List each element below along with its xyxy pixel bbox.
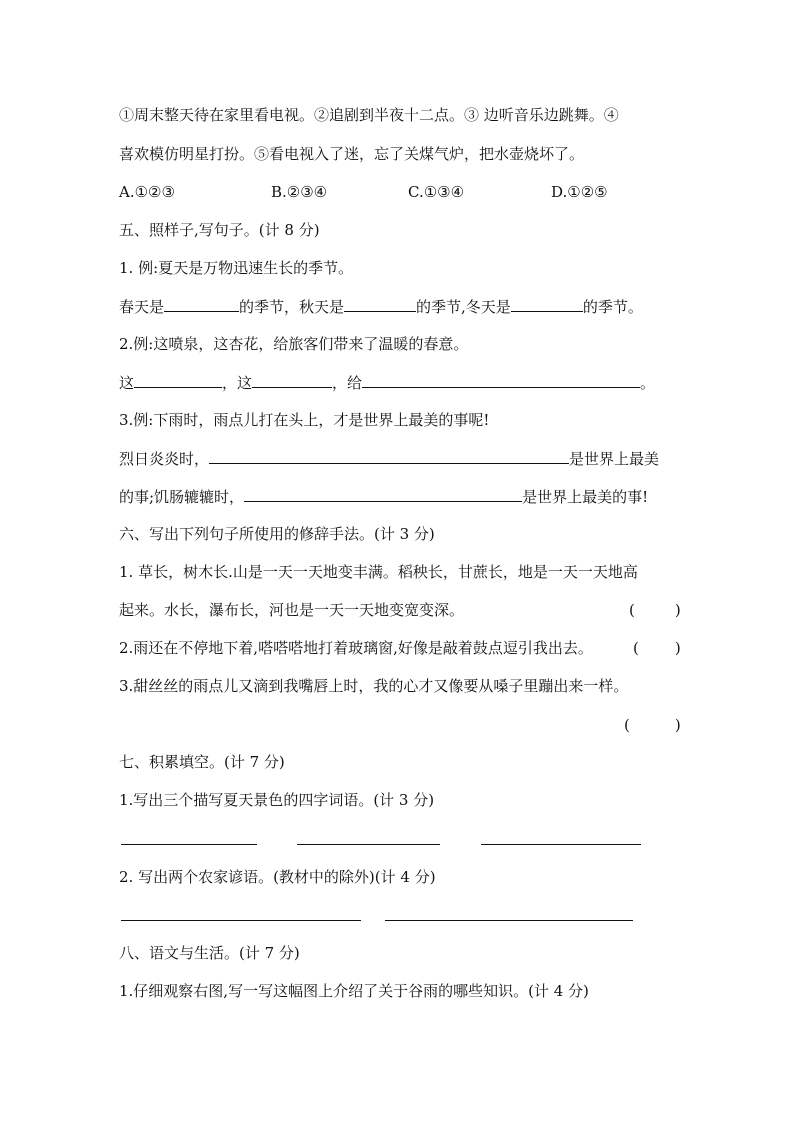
option-a: A.①②③ — [119, 183, 175, 201]
answer-line[interactable] — [121, 920, 361, 921]
answer-blank[interactable] — [209, 447, 569, 464]
s5-q3-example: 3.例:下雨时，雨点儿打在头上，才是世界上最美的事呢! — [119, 411, 490, 429]
s5-q2-example: 2.例:这喷泉，这杏花，给旅客们带来了温暖的春意。 — [119, 335, 469, 353]
s5-q3-text-3: 的事;饥肠辘辘时， — [119, 488, 245, 506]
option-c: C.①③④ — [408, 183, 465, 201]
answer-blank[interactable] — [344, 295, 416, 312]
s7-q1: 1.写出三个描写夏天景色的四字词语。(计 3 分) — [119, 791, 435, 809]
s6-q1-line-2: 起来。水长，瀑布长，河也是一天一天地变宽变深。 — [119, 601, 465, 619]
s5-q2-text-2: ，这 — [222, 374, 253, 392]
s5-q1-text-2: 的季节，秋天是 — [239, 298, 345, 316]
s5-q1-example: 1. 例:夏天是万物迅速生长的季节。 — [119, 259, 354, 277]
answer-blank[interactable] — [511, 295, 583, 312]
s5-q3-text-2: 是世界上最美 — [569, 450, 660, 468]
s6-q1-line-1: 1. 草长，树木长.山是一天一天地变丰满。稻秧长，甘蔗长，地是一天一天地高 — [119, 563, 638, 581]
answer-blank[interactable] — [362, 371, 640, 388]
section-6-heading: 六、写出下列句子所使用的修辞手法。(计 3 分) — [119, 525, 435, 543]
s5-q2-text-4: 。 — [640, 374, 656, 392]
s5-q2-text-1: 这 — [119, 374, 135, 392]
answer-line[interactable] — [297, 844, 440, 845]
section-7-heading: 七、积累填空。(计 7 分) — [119, 753, 285, 771]
answer-line[interactable] — [481, 844, 641, 845]
answer-blank[interactable] — [244, 485, 522, 502]
s6-q3-answer-paren[interactable]: ( ) — [624, 716, 681, 734]
s5-q3-answer-line-1 — [119, 447, 659, 470]
s5-q1-text-4: 的季节。 — [582, 298, 643, 316]
s5-q1-answer-line — [119, 295, 643, 318]
s5-q3-text-1: 烈日炎炎时， — [119, 450, 210, 468]
option-d: D.①②⑤ — [551, 183, 608, 201]
s6-q2-line: 2.雨还在不停地下着,嗒嗒嗒地打着玻璃窗,好像是敲着鼓点逗引我出去。 — [119, 639, 593, 657]
s5-q1-text-3: 的季节,冬天是 — [416, 298, 511, 316]
section-5-heading: 五、照样子,写句子。(计 8 分) — [119, 221, 320, 239]
s5-q2-text-3: ，给 — [332, 374, 363, 392]
s5-q2-answer-line — [119, 371, 655, 394]
s5-q3-answer-line-2 — [119, 485, 648, 508]
q4-item-line-1: ①周末整天待在家里看电视。②追剧到半夜十二点。③ 边听音乐边跳舞。④ — [119, 106, 619, 124]
s8-q1: 1.仔细观察右图,写一写这幅图上介绍了关于谷雨的哪些知识。(计 4 分) — [119, 982, 589, 1000]
answer-blank[interactable] — [164, 295, 239, 312]
s7-q2: 2. 写出两个农家谚语。(教材中的除外)(计 4 分) — [119, 868, 436, 886]
s6-q2-answer-paren[interactable]: ( ) — [633, 639, 681, 657]
section-8-heading: 八、语文与生活。(计 7 分) — [119, 944, 300, 962]
answer-line[interactable] — [121, 844, 257, 845]
q4-item-line-2: 喜欢模仿明星打扮。⑤看电视入了迷，忘了关煤气炉，把水壶烧坏了。 — [119, 145, 585, 163]
answer-blank[interactable] — [134, 371, 222, 388]
answer-blank[interactable] — [252, 371, 332, 388]
answer-line[interactable] — [385, 920, 633, 921]
s6-q3-line: 3.甜丝丝的雨点儿又滴到我嘴唇上时，我的心才又像要从嗓子里蹦出来一样。 — [119, 677, 629, 695]
option-b: B.②③④ — [271, 183, 328, 201]
s5-q1-text-1: 春天是 — [119, 298, 165, 316]
s5-q3-text-4: 是世界上最美的事! — [522, 488, 649, 506]
s6-q1-answer-paren[interactable]: ( ) — [629, 601, 681, 619]
